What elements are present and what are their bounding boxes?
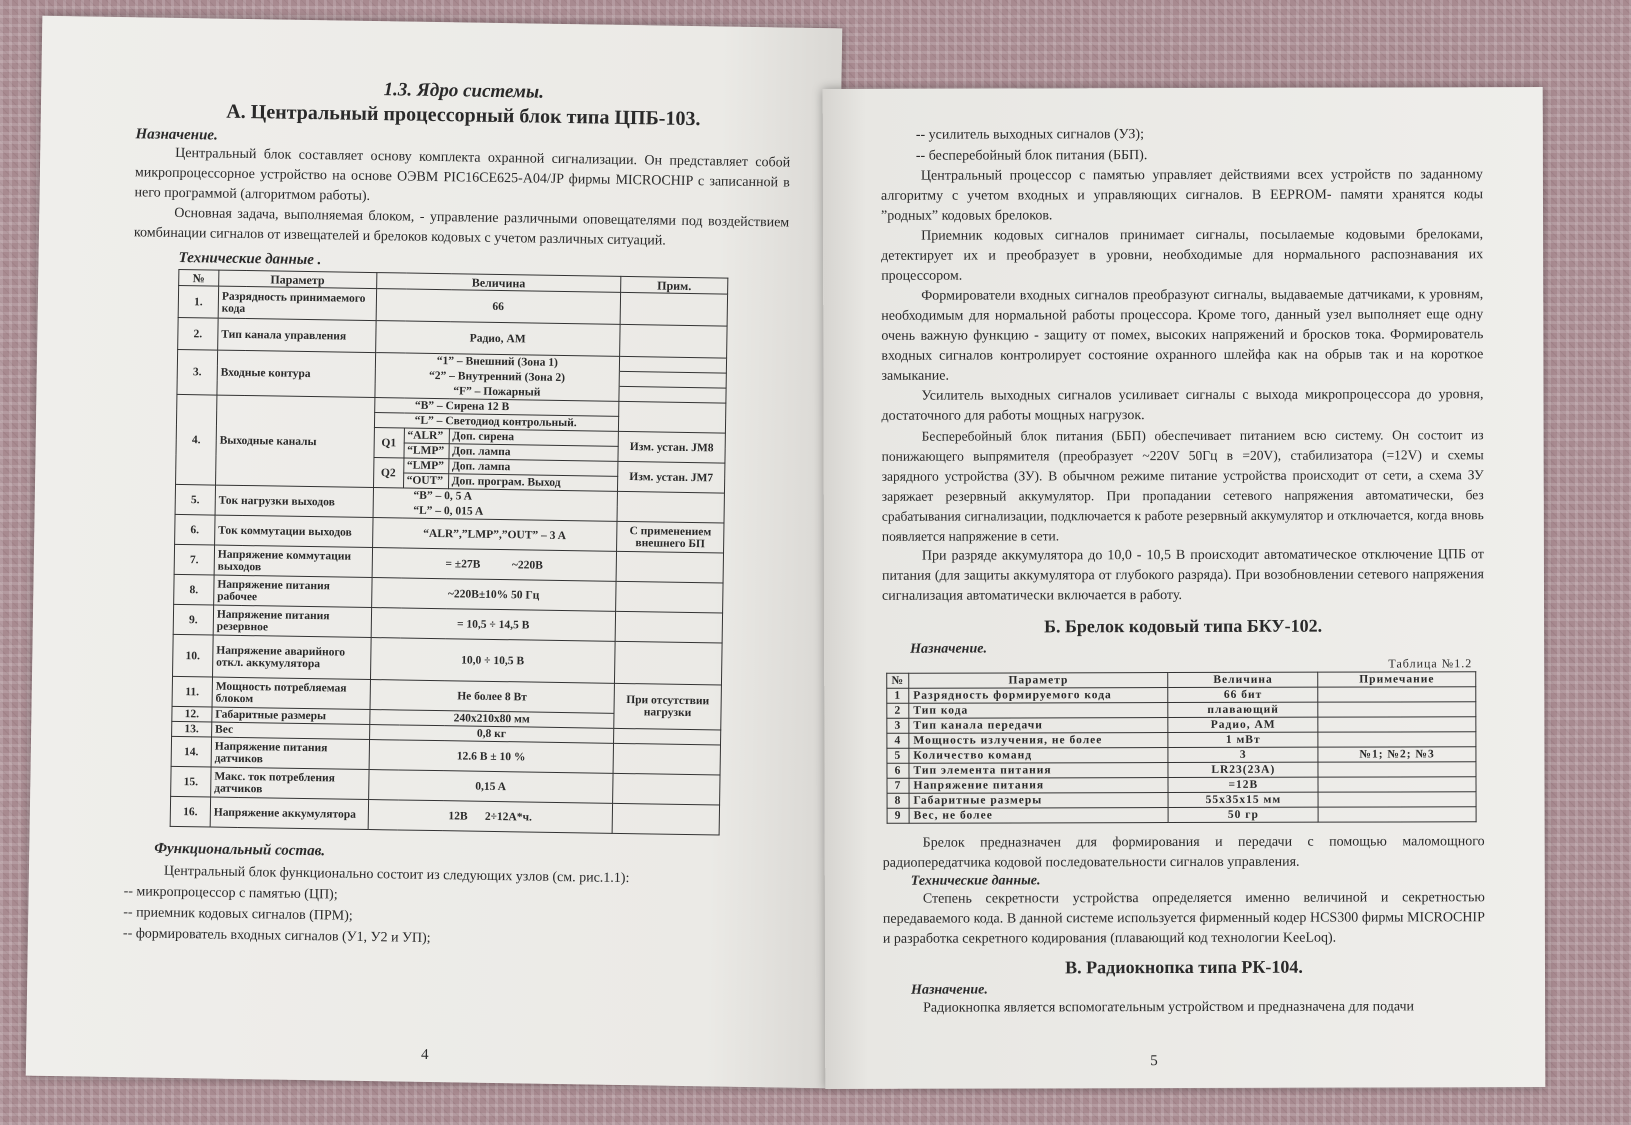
list-item: -- усилитель выходных сигналов (УЗ); xyxy=(915,127,1144,143)
row-value: 3 xyxy=(1168,747,1318,762)
table-row xyxy=(887,777,1476,794)
paragraph: Приемник кодовых сигналов принимает сигналы, посылаемые кодовыми брелоками, детектирует их и преобразует в уровни, необходимые для нормального распознавания их процессором. xyxy=(881,227,1484,284)
row-param: Напряжение питания xyxy=(909,778,1168,794)
page-number: 4 xyxy=(420,1046,429,1063)
row-note xyxy=(1318,762,1476,777)
row-param: Ток коммутации выходов xyxy=(215,515,373,547)
row-note xyxy=(1318,807,1476,822)
row-note xyxy=(615,641,723,685)
fob-heading: Б. Брелок кодовый типа БКУ-102. xyxy=(1044,615,1323,637)
paragraph: При разряде аккумулятора до 10,0 - 10,5 В происходит автоматическое отключение ЦПБ от питания (для защиты аккумулятора от глубокого разряда). При возобновлении сетевого напряжения сигнализация автоматически включается в работу. xyxy=(881,547,1484,604)
header-num: № xyxy=(179,269,219,286)
row-value: = 10,5 ÷ 14,5 В xyxy=(371,608,616,642)
row-note: При отсутствии нагрузки xyxy=(614,683,722,730)
row-note xyxy=(619,371,726,388)
table-row xyxy=(887,717,1476,734)
row-num: 6 xyxy=(887,763,909,778)
paragraph: Брелок предназначен для формирования и передачи с помощью маломощного радиопередатчика кодовой последовательности сигналов управления. xyxy=(882,834,1485,871)
row-note xyxy=(617,491,724,523)
row-note xyxy=(620,324,727,358)
table-header-row xyxy=(887,672,1476,689)
row-value: Доп. програм. Выход xyxy=(448,474,618,492)
row-note xyxy=(1318,687,1476,702)
paragraph: Бесперебойный блок питания (ББП) обеспечивает питанием всю систему. Он состоит из понижающего выпрямителя (преобразует ~220V 50Гц в =20V), стабилизатора (=12V) и схемы зарядного устройства (ЗУ). В обычном режиме питание устройства происходит от сети, а схема ЗУ заряжает резервный аккумулятор. При пропадании сетевого напряжения автоматически, без срабатывания сигнализации, подключается к работе резервный аккумулятор и отключается, когда вновь появляется напряжение в сети. xyxy=(881,427,1484,544)
unit-heading: А. Центральный процессорный блок типа ЦПБ-103. xyxy=(226,100,701,131)
row-num: 9. xyxy=(173,604,213,635)
row-value: 0,8 кг xyxy=(369,725,614,744)
row-note xyxy=(619,356,726,373)
row-num: 4 xyxy=(887,733,909,748)
row-value: 240х210х80 мм xyxy=(369,710,614,729)
row-num: 8 xyxy=(887,793,909,808)
row-value: “L” – Светодиод контрольный. xyxy=(374,413,619,432)
row-param: Разрядность принимаемого кода xyxy=(218,286,376,320)
row-note xyxy=(612,803,719,835)
header-value: Величина xyxy=(376,273,621,293)
row-value: = ±27В ~220В xyxy=(372,548,617,582)
row-value: 0,15 A xyxy=(368,770,613,804)
row-param: Напряжение коммутации выходов xyxy=(214,545,372,577)
q1-label: Q1 xyxy=(374,428,404,458)
list-item: -- микропроцессор с памятью (ЦП); xyxy=(123,884,338,903)
row-value: Доп. сирена xyxy=(449,429,619,447)
row-num: 2 xyxy=(887,703,909,718)
row-num: 13. xyxy=(172,721,212,737)
row-num: 6. xyxy=(175,514,215,545)
paragraph: Центральный процессор с памятью управляет действиями всех устройств по заданному алгоритму с учетом входных и управляющих сигналов. В EEPROM- памяти хранятся коды ”родных” кодовых брелоков. xyxy=(880,167,1483,224)
row-note xyxy=(616,581,723,613)
spec-table xyxy=(170,269,729,836)
row-value: Доп. лампа xyxy=(448,444,618,462)
q2-label: Q2 xyxy=(373,458,403,488)
row-param: Количество команд xyxy=(909,748,1168,764)
row-param: Тип элемента питания xyxy=(909,763,1168,779)
row-num: 14. xyxy=(171,736,211,767)
row-param: Напряжение питания рабочее xyxy=(214,575,372,607)
row-note: С применением внешнего БП xyxy=(617,521,724,553)
row-num: 2. xyxy=(178,317,218,350)
row-value: “B” – 0, 5 A xyxy=(373,488,618,507)
paragraph: Центральный блок функционально состоит из следующих узлов (см. рис.1.1): xyxy=(163,863,630,887)
row-param: Мощность потребляемая блоком xyxy=(212,677,370,709)
header-num: № xyxy=(887,673,909,688)
row-num: 8. xyxy=(174,574,214,605)
row-note: №1; №2; №3 xyxy=(1318,747,1476,762)
row-note xyxy=(618,401,725,433)
row-param: Выходные каналы xyxy=(215,395,374,487)
row-value: 55х35х15 мм xyxy=(1168,792,1318,807)
row-num: 12. xyxy=(172,706,212,722)
row-num: 11. xyxy=(172,676,212,707)
code-cell: “LMP” xyxy=(404,443,449,459)
row-note: Изм. устан. JM7 xyxy=(618,461,725,493)
row-note: Изм. устан. JM8 xyxy=(618,431,725,463)
table-row xyxy=(887,762,1476,779)
paragraph: Усилитель выходных сигналов усиливает сигналы с выхода микропроцессора до уровня, достаточного для работы мощных нагрузок. xyxy=(881,387,1484,424)
row-value: Не более 8 Вт xyxy=(370,680,615,714)
paragraph: Центральный блок составляет основу комплекта охранной сигнализации. Он представляет собой микропроцессорное устройство на основе ОЭВМ PIC16CE625-А04/JP фирмы MICROCHIP с записанной в него программой (алгоритмом работы). xyxy=(134,145,791,204)
row-value: LR23(23A) xyxy=(1168,762,1318,777)
row-param: Тип канала передачи xyxy=(909,718,1168,734)
table-row xyxy=(887,807,1476,824)
row-param: Макс. ток потребления датчиков xyxy=(211,767,369,799)
row-value: “ALR”,”LMP”,”OUT” – 3 A xyxy=(372,518,617,552)
row-param: Вес xyxy=(211,722,369,739)
row-param: Тип канала управления xyxy=(218,318,376,352)
row-param: Ток нагрузки выходов xyxy=(215,485,373,517)
row-value: 1 мВт xyxy=(1168,732,1318,747)
row-value: плавающий xyxy=(1168,702,1318,717)
row-note xyxy=(613,743,720,775)
row-note xyxy=(620,292,727,326)
row-value: “2” – Внутренний (Зона 2) xyxy=(375,368,620,387)
table-row xyxy=(887,687,1476,704)
row-value: Радио, АМ xyxy=(1168,717,1318,732)
row-note xyxy=(1318,717,1476,732)
paragraph: Основная задача, выполняемая блоком, - управление различными оповещателями под воздействием комбинации сигналов от извещателей и брелоков кодовых с учетом различных ситуаций. xyxy=(133,205,790,249)
header-param: Параметр xyxy=(219,270,377,288)
row-param: Вес, не более xyxy=(909,808,1168,824)
row-note xyxy=(619,386,726,403)
page-number: 5 xyxy=(1150,1053,1158,1070)
row-param: Габаритные размеры xyxy=(909,793,1168,809)
purpose-label: Назначение. xyxy=(135,126,218,144)
table-caption: Таблица №1.2 xyxy=(1388,656,1473,671)
radio-button-heading: В. Радиокнопка типа РК-104. xyxy=(1065,956,1303,978)
row-param: Тип кода xyxy=(909,703,1168,719)
row-num: 1. xyxy=(178,285,218,318)
tech-data-label: Технические данные. xyxy=(910,873,1041,889)
list-item: -- формирователь входных сигналов (У1, У2 и УП); xyxy=(122,926,431,946)
row-value: ~220В±10% 50 Гц xyxy=(371,578,616,612)
row-num: 16. xyxy=(170,796,210,827)
fob-spec-table xyxy=(886,671,1476,824)
list-item: -- бесперебойный блок питания (ББП). xyxy=(915,148,1148,164)
row-num: 1 xyxy=(887,688,909,703)
header-note: Примечание xyxy=(1318,672,1476,687)
row-param: Разрядность формируемого кода xyxy=(909,688,1168,704)
row-num: 7. xyxy=(174,544,214,575)
row-value: “1” – Внешний (Зона 1) xyxy=(375,353,620,372)
row-num: 5. xyxy=(175,484,215,515)
right-page xyxy=(823,87,1546,1089)
row-value: 12В 2÷12А*ч. xyxy=(368,799,613,833)
row-num: 3. xyxy=(177,349,218,395)
row-value: “B” – Сирена 12 В xyxy=(374,398,619,417)
left-page xyxy=(26,16,843,1088)
purpose-label: Назначение. xyxy=(911,982,988,998)
row-param: Напряжение аварийного откл. аккумулятора xyxy=(212,635,370,679)
paragraph: Формирователи входных сигналов преобразуют сигналы, выдаваемые датчиками, к уровням, необходимым для нормальной работы процессора. Кроме того, данный узел выполняет еще одну очень важную функцию - защиту от помех, высоких напряжений и бросков тока. Формирователь входных сигналов контролирует состояние охранного шлейфа как на обрыв так и на короткое замыкание. xyxy=(881,287,1484,384)
table-row xyxy=(887,702,1476,719)
row-value: 12.6 В ± 10 % xyxy=(369,740,614,774)
row-value: “L” – 0, 015 A xyxy=(373,503,618,522)
tech-data-label: Технические данные . xyxy=(178,249,322,269)
paragraph: Степень секретности устройства определяется именно величиной и секретностью передаваемого кода. В данной системе используется фирменный кодер HCS300 фирмы MICROCHIP и разработка секретного кодирования (плавающий код технологии KeeLoq). xyxy=(882,890,1485,947)
row-num: 3 xyxy=(887,718,909,733)
row-note xyxy=(613,773,720,805)
row-value: =12В xyxy=(1168,777,1318,792)
row-value: 50 гр xyxy=(1169,807,1319,822)
code-cell: “ALR” xyxy=(404,428,449,444)
row-note xyxy=(614,728,721,745)
code-cell: “LMP” xyxy=(403,458,448,474)
row-value: 10,0 ÷ 10,5 В xyxy=(370,638,615,684)
row-num: 9 xyxy=(887,808,909,823)
row-note xyxy=(616,551,723,583)
row-value: 66 бит xyxy=(1168,687,1318,702)
row-note xyxy=(615,611,722,643)
row-note xyxy=(1318,777,1476,792)
row-value: 66 xyxy=(376,289,621,325)
list-item: -- приемник кодовых сигналов (ПРМ); xyxy=(123,905,353,924)
row-num: 15. xyxy=(171,766,211,797)
purpose-label: Назначение. xyxy=(910,641,987,657)
row-note xyxy=(1318,702,1476,717)
row-value: “F” – Пожарный xyxy=(375,383,620,402)
header-param: Параметр xyxy=(909,673,1168,689)
functional-label: Функциональный состав. xyxy=(154,840,326,860)
table-row xyxy=(887,792,1476,809)
row-num: 7 xyxy=(887,778,909,793)
row-num: 4. xyxy=(176,394,217,485)
row-note xyxy=(1318,732,1476,747)
row-param: Напряжение питания резервное xyxy=(213,605,371,637)
row-num: 10. xyxy=(173,634,214,677)
row-value: Радио, АМ xyxy=(375,321,620,357)
table-row xyxy=(887,732,1476,749)
row-param: Мощность излучения, не более xyxy=(909,733,1168,749)
row-value: Доп. лампа xyxy=(448,459,618,477)
row-param: Габаритные размеры xyxy=(212,707,370,724)
row-param: Напряжение питания датчиков xyxy=(211,737,369,769)
row-note xyxy=(1318,792,1476,807)
header-note: Прим. xyxy=(621,276,728,294)
row-param: Входные контура xyxy=(217,350,375,397)
row-param: Напряжение аккумулятора xyxy=(210,797,368,829)
section-heading: 1.3. Ядро системы. xyxy=(383,79,545,103)
paragraph: Радиокнопка является вспомогательным устройством и предназначена для подачи xyxy=(923,999,1415,1016)
header-value: Величина xyxy=(1168,672,1318,687)
code-cell: “OUT” xyxy=(403,473,448,489)
table-row xyxy=(887,747,1476,764)
row-num: 5 xyxy=(887,748,909,763)
